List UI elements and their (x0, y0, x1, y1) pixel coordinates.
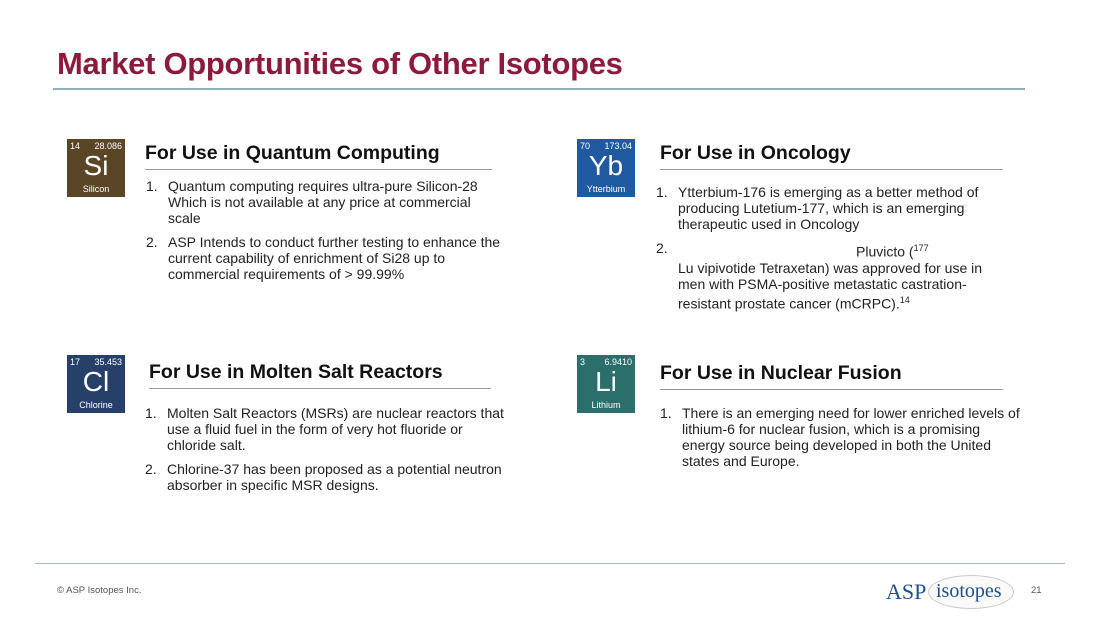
fusion-heading: For Use in Nuclear Fusion (660, 362, 902, 384)
list-item: 1. Quantum computing requires ultra-pure Silicon-28 Which is not available at any price at commercial scale (146, 178, 478, 226)
fusion-list (660, 405, 1020, 477)
page-number: 21 (1031, 585, 1042, 596)
element-symbol: Li (595, 366, 617, 397)
ytterbium-element-tile (577, 139, 635, 197)
molten-heading-rule (149, 388, 491, 389)
fusion-heading-rule (660, 389, 1003, 390)
copyright-notice: © ASP Isotopes Inc. (57, 585, 142, 596)
atomic-number: 3 (580, 357, 586, 367)
element-symbol: Yb (588, 150, 624, 181)
title-underline (53, 88, 1025, 90)
atomic-mass: 6.9410 (604, 357, 632, 367)
element-name: Ytterbium (586, 184, 626, 194)
chlorine-element-tile (67, 355, 125, 413)
lithium-element-tile (577, 355, 635, 413)
logo-asp-text: ASP (886, 579, 927, 604)
silicon-element-tile (67, 139, 125, 197)
list-item: 1. Molten Salt Reactors (MSRs) are nuclear reactors that use a fluid fuel in the form of very hot fluoride or chloride salt. (145, 405, 504, 453)
asp-isotopes-logo (884, 574, 1014, 610)
oncology-list (656, 184, 1006, 319)
atomic-number: 14 (70, 141, 81, 151)
pluvicto-text-start: Pluvicto ($^{177}$ (856, 243, 929, 260)
element-name: Lithium (591, 400, 621, 410)
oncology-heading: For Use in Oncology (660, 142, 851, 164)
list-item: 1. There is an emerging need for lower enriched levels of lithium-6 for nuclear fusion, which is a promising energy source being developed in both the United states and Europe. (660, 405, 1020, 469)
quantum-heading: For Use in Quantum Computing (145, 142, 440, 164)
list-item: 2. Pluvicto ($^{177}$ Lu vipivotide Tetraxetan) was approved for use in men with PSMA-positive metastatic castration-resistant prostate cancer (mCRPC).$^{14}$ (656, 240, 1006, 311)
element-name: Chlorine (79, 400, 113, 410)
footer-divider (35, 563, 1065, 564)
list-item: 2. Chlorine-37 has been proposed as a potential neutron absorber in specific MSR designs. (145, 461, 502, 493)
list-item: 1. Ytterbium-176 is emerging as a better method of producing Lutetium-177, which is an emerging therapeutic used in Oncology (656, 184, 979, 232)
atomic-mass: 35.453 (94, 357, 122, 367)
list-item: 2. ASP Intends to conduct further testing to enhance the current capability of enrichment of Si28 up to commercial requirements of > 99.99% (146, 234, 501, 282)
quantum-list (146, 178, 506, 290)
atomic-number: 17 (70, 357, 81, 367)
page-title: Market Opportunities of Other Isotopes (57, 46, 623, 81)
element-symbol: Cl (82, 366, 110, 397)
molten-list (145, 405, 505, 501)
logo-isotopes-text: isotopes (936, 580, 1002, 602)
atomic-number: 70 (580, 141, 591, 151)
molten-heading: For Use in Molten Salt Reactors (149, 361, 443, 383)
element-symbol: Si (83, 150, 109, 181)
element-name: Silicon (82, 184, 110, 194)
atomic-mass: 173.04 (604, 141, 632, 151)
atomic-mass: 28.086 (94, 141, 122, 151)
oncology-heading-rule (660, 169, 1003, 170)
quantum-heading-rule (145, 169, 492, 170)
